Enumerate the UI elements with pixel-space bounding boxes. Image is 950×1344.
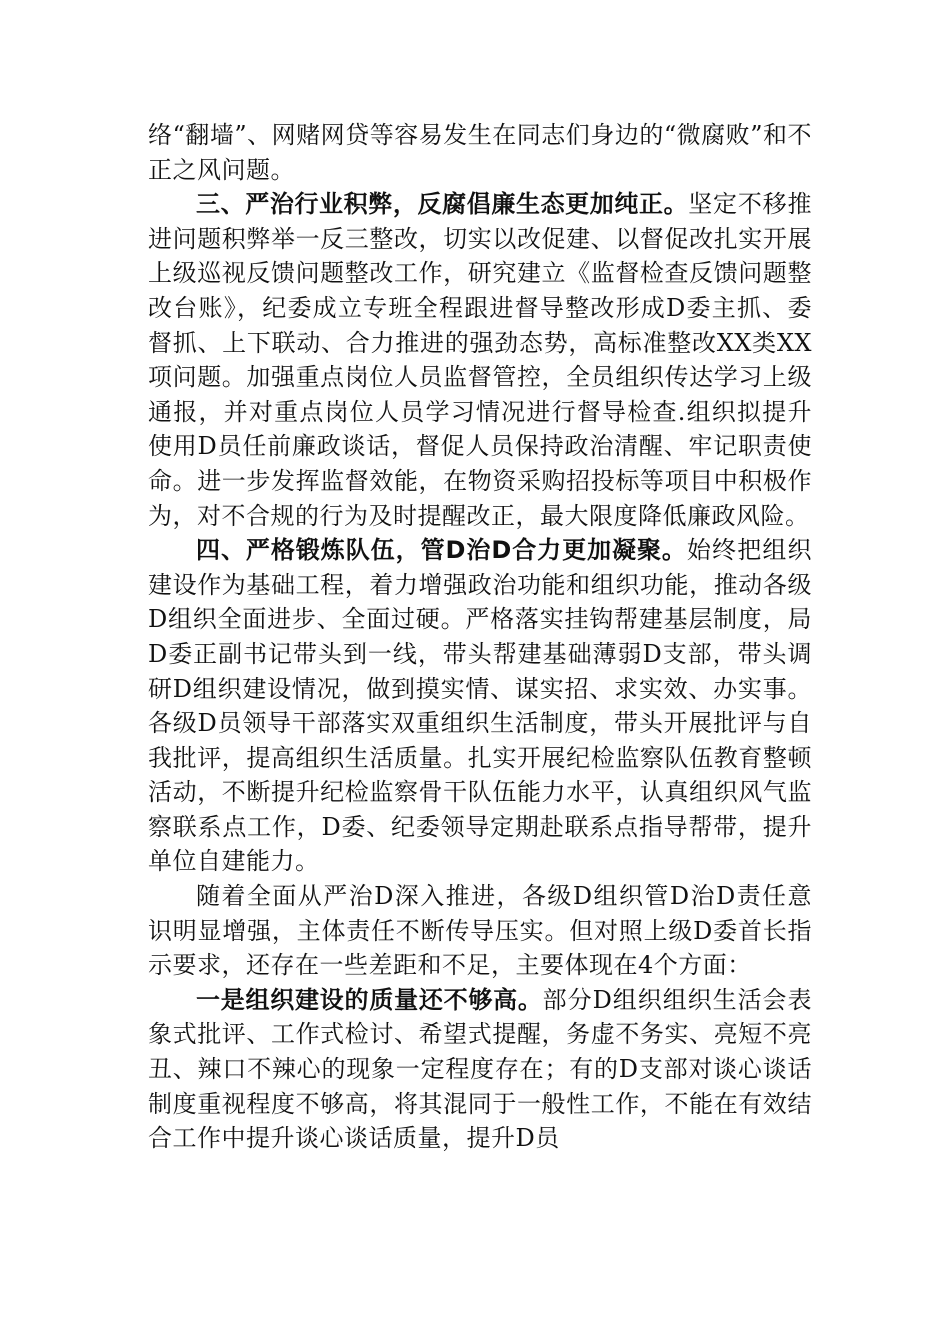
paragraph-continuation [148,118,812,187]
paragraph-section-three [148,187,812,533]
paragraph-text: 部分D组织组织生活会表象式批评、工作式检讨、希望式提醒，务虚不务实、亮短不亮丑、辣口不辣心的现象一定程度存在；有的D支部对谈心谈话制度重视程度不够高，将其混同于一般性工作，不能在有效结合工作中提升谈心谈话质量，提升D员 [148,985,813,1153]
document-body [148,118,812,1156]
section-heading: 一是组织建设的质量还不够高。 [196,985,543,1014]
paragraph-issue-one [148,983,812,1156]
paragraph-summary [148,879,812,983]
paragraph-section-four [148,533,812,879]
paragraph-text: 随着全面从严治D深入推进，各级D组织管D治D责任意识明显增强，主体责任不断传导压实。但对照上级D委首长指示要求，还存在一些差距和不足，主要体现在4个方面： [148,882,812,980]
paragraph-text: 坚定不移推进问题积弊举一反三整改，切实以改促建、以督促改扎实开展上级巡视反馈问题整改工作，研究建立《监督检查反馈问题整改台账》，纪委成立专班全程跟进督导整改形成D委主抓、委督抓、上下联动、合力推进的强劲态势，高标准整改XX类XX项问题。加强重点岗位人员监督管控，全员组织传达学习上级通报，并对重点岗位人员学习情况进行督导检查.组织拟提升使用D员任前廉政谈话，督促人员保持政治清醒、牢记职责使命。进一步发挥监督效能，在物资采购招投标等项目中积极作为，对不合规的行为及时提醒改正，最大限度降低廉政风险。 [148,190,812,530]
paragraph-text: 始终把组织建设作为基础工程，着力增强政治功能和组织功能，推动各级D组织全面进步、全面过硬。严格落实挂钩帮建基层制度，局D委正副书记带头到一线，带头帮建基础薄弱D支部，带头调研D组织建设情况，做到摸实情、谋实招、求实效、办实事。各级D员领导干部落实双重组织生活制度，带头开展批评与自我批评，提高组织生活质量。扎实开展纪检监察队伍教育整顿活动，不断提升纪检监察骨干队伍能力水平，认真组织风气监察联系点工作，D委、纪委领导定期赴联系点指导帮带，提升单位自建能力。 [148,536,812,876]
section-heading: 四、严格锻炼队伍，管D治D合力更加凝聚。 [196,536,687,565]
paragraph-text: 络“翻墙”、网赌网贷等容易发生在同志们身边的“微腐败”和不正之风问题。 [148,121,812,184]
section-heading: 三、严治行业积弊，反腐倡廉生态更加纯正。 [196,190,689,219]
